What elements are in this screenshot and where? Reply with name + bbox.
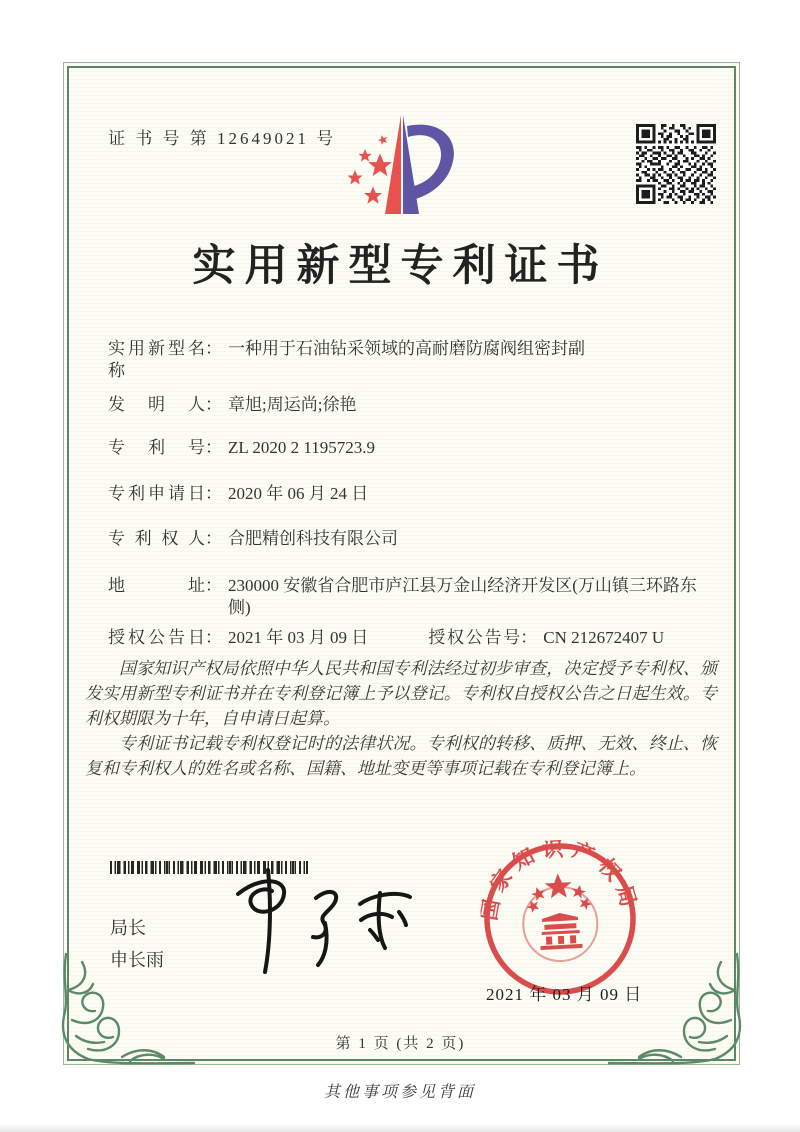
field-value: 2020 年 06 月 24 日 [228,484,369,503]
field-row-patent-number [108,437,718,459]
cnipa-logo-icon [344,110,462,222]
field-value: 230000 安徽省合肥市庐江县万金山经济开发区(万山镇三环路东侧) [228,576,697,617]
signer-name: 申长雨 [110,950,164,970]
legal-paragraph-2: 专利证书记载专利权登记时的法律状况。专利权的转移、质押、无效、终止、恢复和专利权人的姓名或名称、国籍、地址变更等事项记载在专利登记簿上。 [85,734,717,778]
field-row-grant-date [108,627,718,649]
legal-paragraph-1: 国家知识产权局依照中华人民共和国专利法经过初步审查，决定授予专利权、颁发实用新型专利证书并在专利登记簿上予以登记。专利权自授权公告之日起生效。专利权期限为十年，自申请日起算。 [85,659,717,728]
certificate-number: 证 书 号 第 12649021 号 [108,129,337,148]
field-colon: ： [205,529,222,548]
field-colon: ： [205,438,222,457]
field-colon: ： [205,395,222,414]
signer-title: 局长 [110,918,146,938]
field-value: 章旭;周运尚;徐艳 [228,395,357,414]
field-row-address [108,575,718,619]
field-label: 专利申请日 [108,484,205,503]
seal-text: 国家知识产权局 [476,836,643,923]
field-label: 地址 [108,576,205,595]
field-label: 专利号 [108,438,205,457]
field-label: 发明人 [108,395,205,414]
certificate-title: 实用新型专利证书 [192,243,609,290]
legal-text [85,656,717,781]
field-label: 授权公告日 [108,628,205,647]
field-value: 2021 年 03 月 09 日 [228,628,369,647]
field-value: 一种用于石油钻采领域的高耐磨防腐阀组密封副 [228,339,585,358]
back-side-note: 其他事项参见背面 [323,1084,476,1101]
field-value: ZL 2020 2 1195723.9 [228,438,376,457]
field-value: 合肥精创科技有限公司 [228,529,398,548]
official-seal [477,836,643,1002]
field-colon: ： [520,628,538,647]
field-colon: ： [205,628,222,647]
field-colon: ： [205,576,222,595]
field-row-inventors [108,394,718,416]
field-row-filing-date [108,483,718,505]
field-grant-number [428,627,664,649]
qr-code [636,124,716,204]
seal-date: 2021 年 03 月 09 日 [486,985,643,1004]
page-number: 第 1 页 (共 2 页) [335,1036,466,1052]
field-colon: ： [205,484,222,503]
field-value: CN 212672407 U [543,628,665,647]
field-label: 专利权人 [108,529,205,548]
national-emblem-icon [521,872,599,963]
field-row-patentee [108,528,718,550]
director-signature-icon [212,860,422,978]
field-label: 实用新型名称 [108,339,205,380]
field-label: 授权公告号 [428,628,521,647]
field-row-name [108,338,718,382]
field-colon: ： [205,339,222,358]
